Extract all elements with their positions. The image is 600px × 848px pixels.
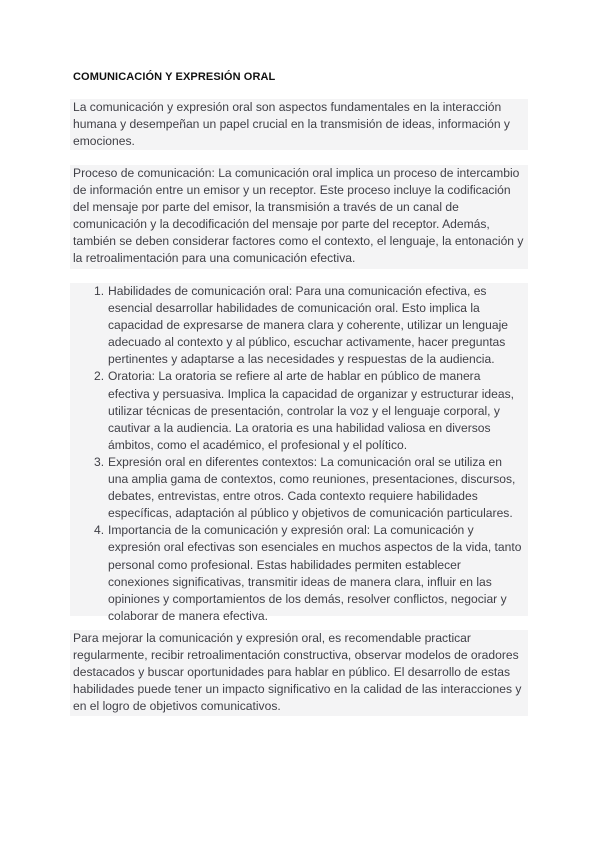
intro-paragraph-block xyxy=(70,99,528,150)
list-item-number: 1. xyxy=(94,284,105,298)
list-item-number-cell xyxy=(70,368,108,385)
list-item-text: Oratoria: La oratoria se refiere al arte de hablar en público de manera efectiva y persuasiva. Implica la capacidad de organizar y estructurar ideas, utilizar técnicas de presentación, controlar la voz y el lenguaje corporal, y cautivar a la audiencia. La oratoria es una habilidad valiosa en diversos ámbitos, como el académico, el profesional y el político. xyxy=(108,369,515,452)
list-item xyxy=(70,522,525,625)
closing-paragraph-block xyxy=(70,630,528,716)
list-item-text: Expresión oral en diferentes contextos: La comunicación oral se utiliza en una amplia gama de contextos, como reuniones, presentaciones, discursos, debates, entrevistas, entre otros. Cada contexto requiere habilidades específicas, adaptación al público y objetivos de comunicación particulares. xyxy=(108,454,516,521)
intro-paragraph: La comunicación y expresión oral son aspectos fundamentales en la interacción humana y desempeñan un papel crucial en la transmisión de ideas, información y emociones. xyxy=(73,100,510,149)
closing-paragraph: Para mejorar la comunicación y expresión oral, es recomendable practicar regularmente, recibir retroalimentación constructiva, observar modelos de oradores destacados y buscar oportunidades para hablar en público. El desarrollo de estas habilidades puede tener un impacto significativo en la calidad de las interacciones y en el logro de objetivos comunicativos. xyxy=(73,631,522,714)
numbered-list xyxy=(70,283,525,625)
list-item-text: Habilidades de comunicación oral: Para una comunicación efectiva, es esencial desarrollar habilidades de comunicación oral. Esto implica la capacidad de expresarse de manera clara y coherente, utilizar un lenguaje adecuado al contexto y al público, escuchar activamente, hacer preguntas pertinentes y adaptarse a las necesidades y respuestas de la audiencia. xyxy=(108,284,509,367)
document-title: COMUNICACIÓN Y EXPRESIÓN ORAL xyxy=(73,71,276,83)
list-item xyxy=(70,283,525,368)
list-item xyxy=(70,454,525,522)
list-item-number: 4. xyxy=(94,523,105,538)
list-item-number-cell xyxy=(70,522,108,539)
process-paragraph: Proceso de comunicación: La comunicación oral implica un proceso de intercambio de información entre un emisor y un receptor. Este proceso incluye la codificación del mensaje por parte del emisor, la transmisión a través de un canal de comunicación y la decodificación del mensaje por parte del receptor. Además, también se deben considerar factores como el contexto, el lenguaje, la entonación y la retroalimentación para una comunicación efectiva. xyxy=(73,166,524,266)
list-item-number: 3. xyxy=(94,454,105,469)
list-item-number-cell xyxy=(70,454,108,471)
list-item-number: 2. xyxy=(94,369,105,384)
process-paragraph-block xyxy=(70,165,528,269)
numbered-list-block xyxy=(70,283,528,623)
list-item xyxy=(70,368,525,453)
list-item-text: Importancia de la comunicación y expresión oral: La comunicación y expresión oral efectivas son esenciales en muchos aspectos de la vida, tanto personal como profesional. Estas habilidades permiten establecer conexiones significativas, transmitir ideas de manera clara, influir en las opiniones y comportamientos de los demás, resolver conflictos, negociar y colaborar de manera efectiva. xyxy=(108,523,522,623)
list-item-number-cell xyxy=(70,283,108,300)
